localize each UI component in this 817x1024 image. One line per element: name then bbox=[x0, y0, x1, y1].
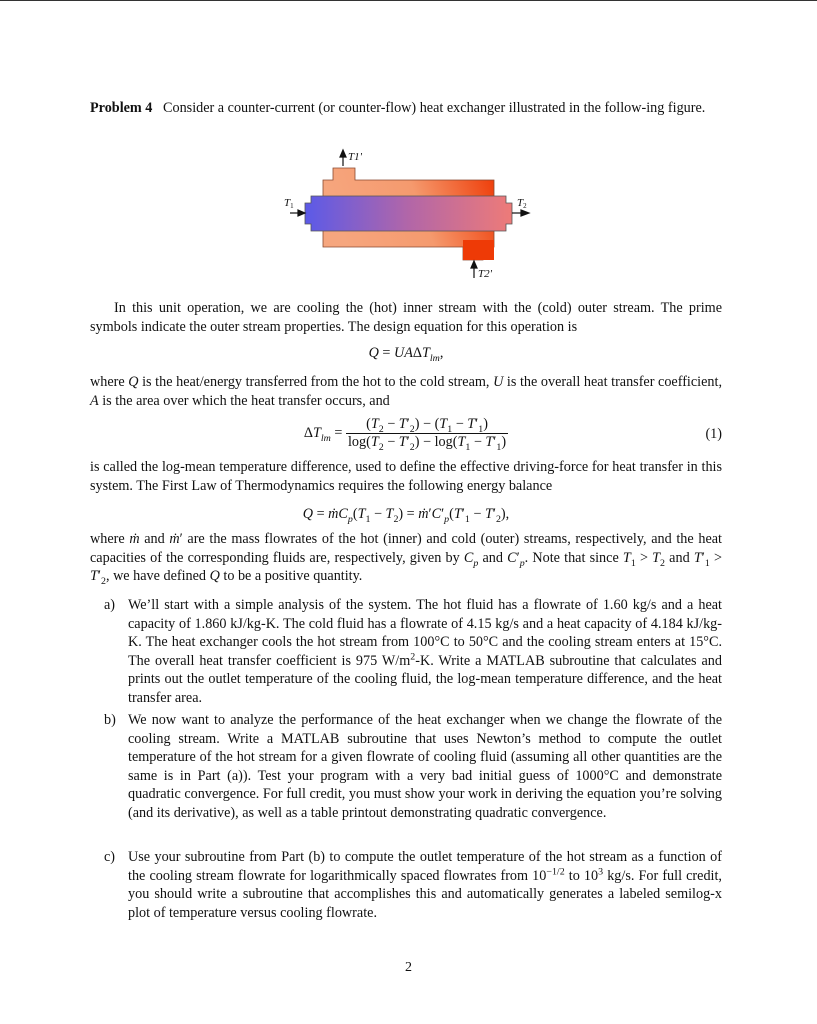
design-equation: $Q = UA\Delta T_{lm}$, bbox=[368, 345, 444, 364]
inner-tube bbox=[305, 196, 512, 231]
paragraph-definitions: where Q is the heat/energy transferred from the hot to the cold stream, U is the overall heat transfer coefficient, A is the area over which the heat transfer occurs, and bbox=[90, 374, 722, 409]
lmtd-numerator: $(T_2 - T'_2) - (T_1 - T'_1)$ bbox=[346, 416, 508, 434]
label-t2-prime: T2' bbox=[478, 268, 492, 280]
label-t2: T2 bbox=[517, 197, 527, 210]
label-t1-prime: T1' bbox=[348, 151, 362, 163]
part-b-text: We now want to analyze the performance of the heat exchanger when we change the flowrate of the cooling stream. Write a MATLAB subroutine that uses Newton’s method to compute the outlet temperature of the hot stream for a given flowrate of cooling fluid (assuming all other quantities are the same is in Part (a)). Test your program with a very bad initial guess of 1000°C and demonstrate quadratic convergence. For full credit, you must show your work in deriving the equation you’re solving (and its derivative), as well as a table printout demonstrating quadratic convergence. bbox=[128, 712, 722, 821]
lmtd-lhs: $\Delta T_{lm}$ = bbox=[303, 424, 343, 444]
paragraph-flowrates: where ṁ and ṁ′ are the mass flowrates of the hot (inner) and cold (outer) streams, respectively, and the heat capacities of the corresponding fluids are, respectively, given by $C_p$ and $C'_p$. Note that since $T_1 > T_2$ and $T'_1 > T'_2$, we have defined Q to be a positive quantity. bbox=[90, 531, 722, 588]
part-b bbox=[104, 711, 722, 823]
part-a-label: a) bbox=[104, 597, 116, 613]
part-a bbox=[104, 596, 722, 708]
problem-intro: Consider a counter-current (or counter-flow) heat exchanger illustrated in the follow-ing figure. bbox=[163, 100, 706, 116]
energy-balance-equation: $Q = ṁC_p(T_1 - T_2)$ = $ṁ'C'_p(T'_1 - T'_2)$, bbox=[302, 506, 510, 525]
page-number: 2 bbox=[405, 960, 412, 975]
label-t1: T1 bbox=[284, 197, 294, 210]
problem-heading: Problem 4 bbox=[90, 100, 153, 116]
lmtd-denominator: $\log(T_2 - T'_2) - \log(T_1 - T'_1)$ bbox=[347, 434, 507, 453]
log-mean-equation bbox=[90, 416, 722, 451]
equation-number: (1) bbox=[705, 426, 722, 442]
heat-exchanger-figure bbox=[0, 0, 817, 300]
lmtd-fraction bbox=[346, 416, 508, 451]
paragraph-lmtd: is called the log-mean temperature difference, used to define the effective driving-force for heat transfer in this system. The First Law of Thermodynamics requires the following energy balance bbox=[90, 459, 722, 494]
part-b-label: b) bbox=[104, 712, 116, 728]
part-c-label: c) bbox=[104, 849, 116, 865]
part-c bbox=[104, 848, 722, 922]
part-a-text: We’ll start with a simple analysis of the system. The hot fluid has a flowrate of 1.60 kg/s and a heat capacity of 1.860 kJ/kg-K. The cold fluid has a flowrate of 4.15 kg/s and a heat capacity of 4.184 kJ/kg-K. The heat exchanger cools the hot stream from 100°C to 50°C and the cooling stream enters at 15°C. The overall heat transfer coefficient is 975 $W/m^2-K$. Write a MATLAB subroutine that calculates and prints out the outlet temperature of the cooling fluid, the log-mean temperature difference, and the heat transfer area. bbox=[128, 597, 722, 706]
part-c-text: Use your subroutine from Part (b) to compute the outlet temperature of the hot stream as a function of the cooling stream flowrate for logarithmically spaced flowrates from $10^{-1/2}$ to $10^3$ kg/s. For full credit, you should write a subroutine that accomplishes this and automatically generates a labeled semilog-x plot of temperature versus cooling flowrate. bbox=[128, 849, 722, 921]
paragraph-intro: In this unit operation, we are cooling the (hot) inner stream with the (cold) outer stream. The prime symbols indicate the outer stream properties. The design equation for this operation is bbox=[90, 300, 722, 335]
